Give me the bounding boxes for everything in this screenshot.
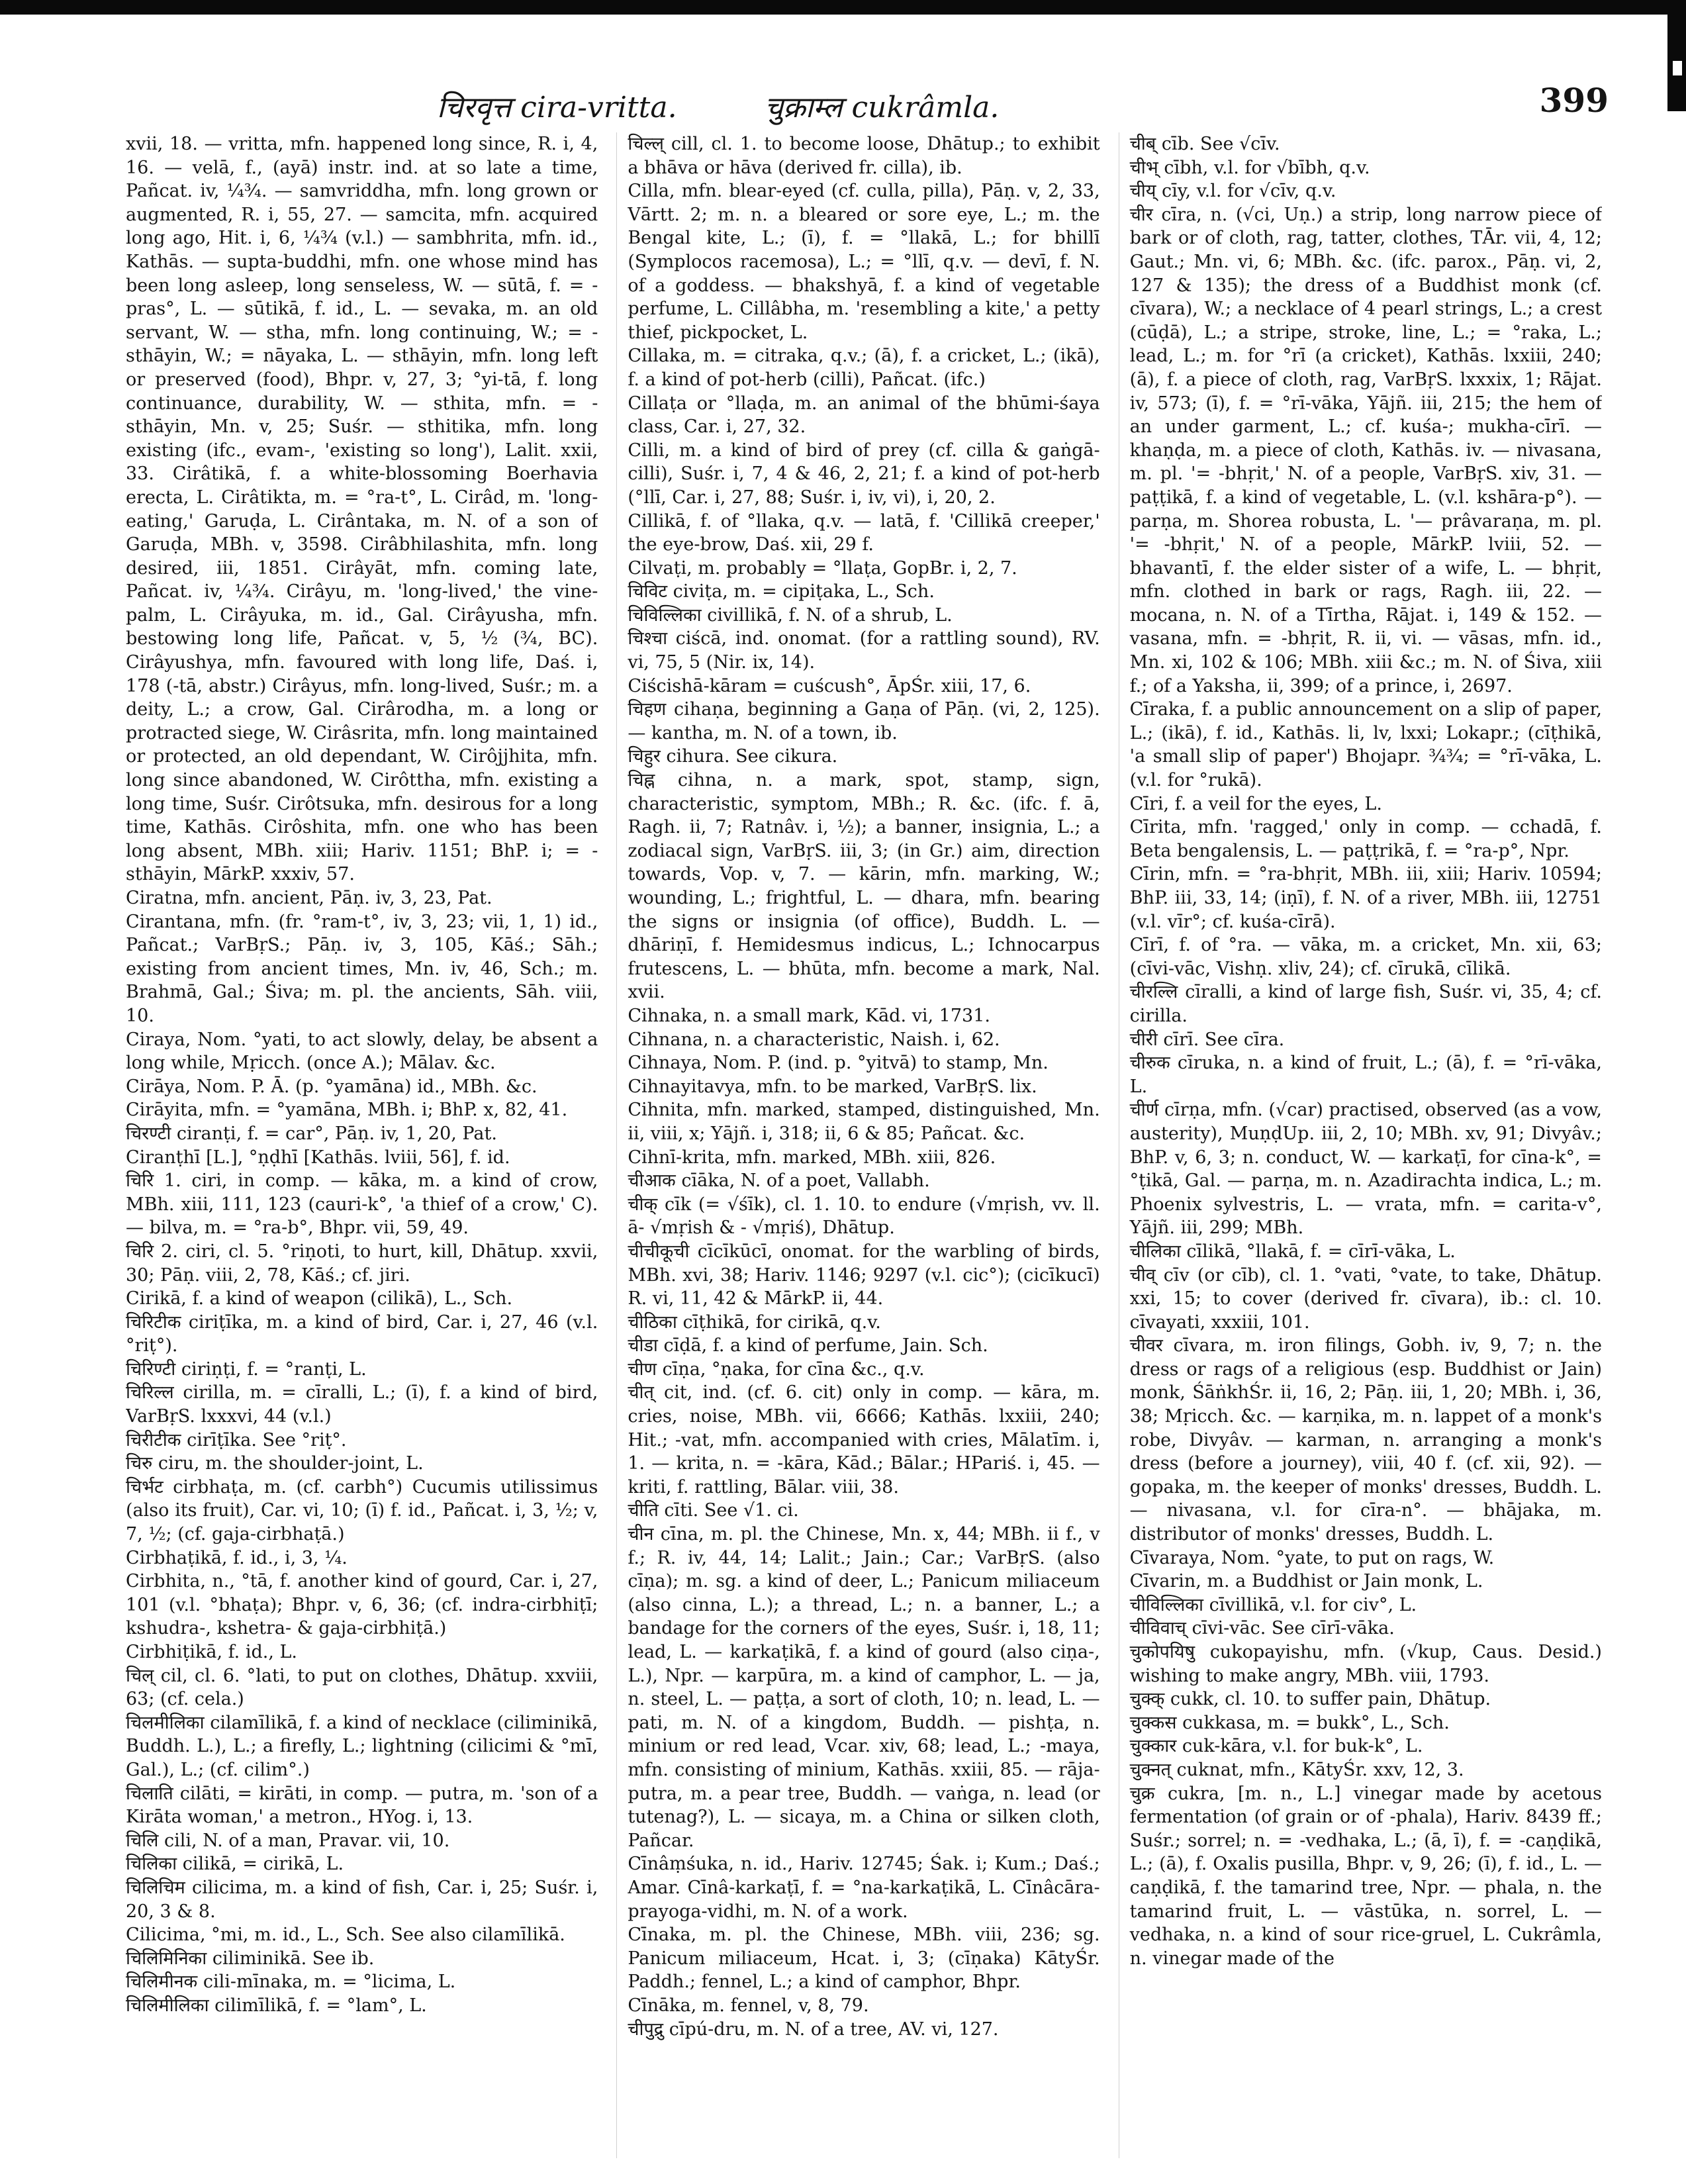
dictionary-entry: Cīrin, mfn. = °ra-bhṛit, MBh. iii, xiii; Hariv. 10594; BhP. iii, 33, 14; (iṇī), f. N. of a river, MBh. iii, 12751 (v.l. vīr°; cf. kuśa-cīrā). bbox=[1129, 864, 1602, 932]
page-number: 399 bbox=[1539, 81, 1609, 120]
left-headword: चिरवृत्त cira-vritta. bbox=[437, 91, 677, 124]
dictionary-entry: Cihnana, n. a characteristic, Naish. i, 62. bbox=[628, 1029, 1000, 1050]
dictionary-entry: Cihnaya, Nom. P. (ind. p. °yitvā) to stamp, Mn. bbox=[628, 1053, 1049, 1074]
dictionary-entry: Cillaka, m. = citraka, q.v.; (ā), f. a cricket, L.; (ikā), f. a kind of pot-herb (cilli), Pañcat. (ifc.) bbox=[628, 346, 1100, 390]
top-border-rule bbox=[0, 0, 1686, 15]
dictionary-entry: चीति cīti. See √1. ci. bbox=[628, 1500, 799, 1521]
dictionary-entry: चीरुक cīruka, n. a kind of fruit, L.; (ā), f. = °rī-vāka, L. bbox=[1129, 1053, 1602, 1097]
dictionary-entry: चीरी cīrī. See cīra. bbox=[1129, 1029, 1285, 1050]
dictionary-entry: चीव् cīv (or cīb), cl. 1. °vati, °vate, to take, Dhātup. xxi, 15; to cover (derived fr. cīvara), ib.: cl. 10. cīvayati, xxxiii, 101. bbox=[1129, 1264, 1602, 1333]
dictionary-entry: Cirbhiṭikā, f. id., L. bbox=[126, 1642, 297, 1662]
center-headword: चुक्राम्ल cukrâmla. bbox=[765, 91, 1000, 124]
dictionary-entry: Ciraya, Nom. °yati, to act slowly, delay, be absent a long while, Mṛicch. (once A.); Mālav. &c. bbox=[126, 1029, 598, 1074]
dictionary-entry: चीण cīṇa, °ṇaka, for cīna &c., q.v. bbox=[628, 1358, 925, 1380]
dictionary-entry: चीय् cīy, v.l. for √cīv, q.v. bbox=[1129, 181, 1336, 202]
dictionary-entry: चिलिमीनक cili-mīnaka, m. = °licima, L. bbox=[126, 1971, 456, 1993]
dictionary-entry: चुक्क् cukk, cl. 10. to suffer pain, Dhātup. bbox=[1129, 1689, 1491, 1710]
dictionary-entry: चिरिण्टी ciriṇṭi, f. = °ranṭi, L. bbox=[126, 1358, 367, 1380]
dictionary-entry: Cīri, f. a veil for the eyes, L. bbox=[1129, 793, 1382, 814]
dictionary-entry: चिरण्टी ciranṭi, f. = car°, Pāṇ. iv, 1, 20, Pat. bbox=[126, 1123, 497, 1144]
dictionary-entry: Cihnī-krita, mfn. marked, MBh. xiii, 826. bbox=[628, 1147, 996, 1168]
dictionary-entry: चीक् cīk (= √śīk), cl. 1. 10. to endure (√mṛish, vv. ll. ā- √mṛish & - √mṛiś), Dhātup. bbox=[628, 1194, 1100, 1239]
dictionary-entry: चीरल्लि cīralli, a kind of large fish, Suśr. vi, 35, 4; cf. cirilla. bbox=[1129, 982, 1602, 1026]
dictionary-entry: चिलाति cilāti, = kirāti, in comp. — putra, m. 'son of a Kirāta woman,' a metron., HYog. i, 13. bbox=[126, 1783, 598, 1828]
dictionary-columns bbox=[126, 132, 1602, 2158]
dictionary-entry: चिलिचिम cilicima, m. a kind of fish, Car. i, 25; Suśr. i, 20, 3 & 8. bbox=[126, 1877, 598, 1922]
dictionary-entry: चिरु ciru, m. the shoulder-joint, L. bbox=[126, 1453, 424, 1474]
dictionary-entry: Cilla, mfn. blear-eyed (cf. culla, pilla), Pāṇ. v, 2, 33, Vārtt. 2; m. n. a bleared or sore eye, L.; m. the Bengal kite, L.; (ī), f. = °llakā, L.; for bhillī (Symplocos racemosa), L.; = °llī, q.v. — devī, f. N. of a goddess. — bhakshyā, f. a kind of vegetable perfume, L. Cillâbha, m. 'resembling a kite,' a petty thief, pickpocket, L. bbox=[628, 181, 1100, 343]
dictionary-entry: चीत् cit, ind. (cf. 6. cit) only in comp. — kāra, m. cries, noise, MBh. vii, 6666; Kathās. lxxiii, 240; Hit.; -vat, mfn. accompanied with cries, Mālatīm. i, 1. — krita, n. = -kāra, Kād.; Bālar.; HPariś. i, 45. — kriti, f. rattling, Bālar. viii, 38. bbox=[628, 1382, 1100, 1497]
dictionary-entry: चिविल्लिका civillikā, f. N. of a shrub, L. bbox=[628, 604, 953, 626]
dictionary-entry: चुकोपयिषु cukopayishu, mfn. (√kup, Caus. Desid.) wishing to make angry, MBh. viii, 1793. bbox=[1129, 1642, 1602, 1686]
dictionary-entry: चिहण cihaṇa, beginning a Gaṇa of Pāṇ. (vi, 2, 125). — kantha, m. N. of a town, ib. bbox=[628, 699, 1100, 743]
dictionary-entry: चीपुद्रु cīpú-dru, m. N. of a tree, AV. vi, 127. bbox=[628, 2018, 999, 2040]
dictionary-entry: Cirantana, mfn. (fr. °ram-t°, iv, 3, 23; vii, 1, 1) id., Pañcat.; VarBṛS.; Pāṇ. iv, 3, 105, Kāś.; Sāh.; existing from ancient times, Mn. iv, 46, Sch.; m. Brahmā, Gal.; Śiva; m. pl. the ancients, Sāh. viii, 10. bbox=[126, 911, 598, 1026]
dictionary-entry: चिरि 1. ciri, in comp. — kāka, m. a kind of crow, MBh. xiii, 111, 123 (cauri-k°, 'a thief of a crow,' C). — bilva, m. = °ra-b°, Bhpr. vii, 59, 49. bbox=[126, 1170, 598, 1239]
dictionary-entry: Cillikā, f. of °llaka, q.v. — latā, f. 'Cillikā creeper,' the eye-brow, Daś. xii, 29 f. bbox=[628, 510, 1100, 555]
dictionary-entry: चीभ् cībh, v.l. for √bībh, q.v. bbox=[1129, 157, 1370, 178]
dictionary-entry: xvii, 18. — vritta, mfn. happened long since, R. i, 4, 16. — velā, f., (ayā) instr. ind. at so late a time, Pañcat. iv, ¼¾. — samvriddha, mfn. long grown or augmented, R. i, 55, 27. — samcita, mfn. acquired long ago, Hit. i, 6, ¼¾ (v.l.) — sambhrita, mfn. id., Kathās. — supta-buddhi, mfn. one whose mind has been long asleep, long senseless, W. — sūtā, f. = -pras°, L. — sūtikā, f. id., L. — sevaka, m. an old servant, W. — stha, mfn. long continuing, W.; = -sthāyin, W.; = nāyaka, L. — sthāyin, mfn. long left or preserved (food), Bhpr. v, 27, 3; °yi-tā, f. long continuance, durability, W. — sthita, mfn. = -sthāyin, Mn. v, 25; Suśr. — sthitika, mfn. long existing (ifc., evam-, 'existing so long'), Lalit. xxii, 33. Cirâtikā, f. a white-blossoming Boerhavia erecta, L. Cirâtikta, m. = °ra-t°, L. Cirâd, m. 'long-eating,' Garuḍa, L. Cirântaka, m. N. of a son of Garuḍa, MBh. v, 3598. Cirâbhilashita, mfn. long desired, iii, 1851. Cirâyāt, mfn. coming late, Pañcat. iv, ¼¾. Cirâyu, m. 'long-lived,' the vine-palm, L. Cirâyuka, m. id., Gal. Cirâyusha, mfn. bestowing long life, Pañcat. v, 5, ½ (¾, BC). Cirâyushya, mfn. favoured with long life, Daś. i, 178 (-tā, abstr.) Cirâyus, mfn. long-lived, Suśr.; m. a deity, L.; a crow, Gal. Cirârodha, m. a long or protracted siege, W. Cirâsrita, mfn. long maintained or protected, an old dependant, W. Cirôjjhita, mfn. long since abandoned, W. Cirôttha, mfn. existing a long time, Suśr. Cirôtsuka, mfn. desirous for a long time, Kathās. Cirôshita, mfn. one who has been long absent, MBh. xiii; Hariv. 1151; BhP. i; = -sthāyin, MārkP. xxxiv, 57. bbox=[126, 134, 598, 885]
column-left bbox=[126, 132, 598, 2158]
dictionary-entry: Cirikā, f. a kind of weapon (cilikā), L., Sch. bbox=[126, 1288, 513, 1309]
dictionary-entry: Cirāya, Nom. P. Ā. (p. °yamāna) id., MBh. &c. bbox=[126, 1076, 538, 1097]
column-middle bbox=[616, 132, 1100, 2158]
dictionary-entry: चिरिटीक ciriṭīka, m. a kind of bird, Car. i, 27, 46 (v.l. °riṭ°). bbox=[126, 1311, 598, 1356]
dictionary-entry: Cilicima, °mi, m. id., L., Sch. See also cilamīlikā. bbox=[126, 1924, 565, 1946]
dictionary-entry: Cilli, m. a kind of bird of prey (cf. cilla & gaṅgā-cilli), Suśr. i, 7, 4 & 46, 2, 21; f. a kind of pot-herb (°llī, Car. i, 27, 88; Suśr. i, iv, vi), i, 20, 2. bbox=[628, 440, 1100, 508]
dictionary-entry: Ciścishā-kāram = cuścush°, ĀpŚr. xiii, 17, 6. bbox=[628, 675, 1031, 696]
dictionary-entry: चिरिल्ल cirilla, m. = cīralli, L.; (ī), f. a kind of bird, VarBṛS. lxxxvi, 44 (v.l.) bbox=[126, 1382, 598, 1427]
dictionary-entry: चीर cīra, n. (√ci, Uṇ.) a strip, long narrow piece of bark or of cloth, rag, tatter, clothes, TĀr. vii, 4, 12; Gaut.; Mn. vi, 6; MBh. &c. (ifc. parox., Pāṇ. vi, 2, 127 & 135); the dress of a Buddhist monk (cf. cīvara), W.; a necklace of 4 pearl strings, L.; a crest (cūḍā), L.; a stripe, stroke, line, L.; = °raka, L.; lead, L.; m. for °rī (a cricket), Kathās. lxxiii, 240; (ā), f. a piece of cloth, rag, VarBṛS. lxxxix, 1; Rājat. iv, 573; (ī), f. = °rī-vāka, Yājñ. iii, 215; the hem of an under garment, L.; cf. kuśa-; mukha-cīrī. — khaṇḍa, m. a piece of cloth, Kathās. iv. — nivasana, m. pl. '= -bhṛit,' N. of a people, VarBṛS. xiv, 31. — paṭṭikā, f. a kind of vegetable, L. (v.l. kshāra-p°). — parṇa, m. Shorea robusta, L. '— prâvaraṇa, m. pl. '= -bhṛit,' N. of a people, MārkP. lviii, 52. — bhavantī, f. the elder sister of a wife, L. — bhṛit, mfn. clothed in bark or rags, Ragh. iii, 22. — mocana, n. N. of a Tīrtha, Rājat. i, 149 & 152. — vasana, mfn. = -bhṛit, R. ii, vi. — vāsas, mfn. id., Mn. xi, 102 & 106; MBh. xiii &c.; m. N. of Śiva, xiii f.; of a Yaksha, ii, 399; of a prince, i, 2697. bbox=[1129, 204, 1602, 696]
dictionary-entry: Cīnāka, m. fennel, v, 8, 79. bbox=[628, 1995, 869, 2016]
dictionary-entry: Cihnita, mfn. marked, stamped, distinguished, Mn. ii, viii, x; Yājñ. i, 318; ii, 6 & 85; Pañcat. &c. bbox=[628, 1100, 1100, 1144]
dictionary-entry: चीडा cīḍā, f. a kind of perfume, Jain. Sch. bbox=[628, 1335, 988, 1356]
dictionary-entry: चीविवाच् cīvi-vāc. See cīrī-vāka. bbox=[1129, 1618, 1395, 1639]
dictionary-entry: चिल्ल् cill, cl. 1. to become loose, Dhātup.; to exhibit a bhāva or hāva (derived fr. cilla), ib. bbox=[628, 134, 1100, 178]
dictionary-entry: चिलमीलिका cilamīlikā, f. a kind of necklace (ciliminikā, Buddh. L.), L.; a firefly, L.; lightning (cilicimi & °mī, Gal.), L.; (cf. cilim°.) bbox=[126, 1712, 598, 1780]
dictionary-entry: Cihnayitavya, mfn. to be marked, VarBṛS. lix. bbox=[628, 1076, 1037, 1097]
dictionary-entry: Cīnâṃśuka, n. id., Hariv. 12745; Śak. i; Kum.; Daś.; Amar. Cīnâ-karkaṭī, f. = °na-karkaṭikā, L. Cīnâcāra-prayoga-vidhi, m. N. of a work. bbox=[628, 1854, 1100, 1922]
dictionary-entry: Cīraka, f. a public announcement on a slip of paper, L.; (ikā), f. id., Kathās. li, lv, lxxi; Lokapr.; (cīṭhikā, 'a small slip of paper') Bhojapr. ¾¾; = °rī-vāka, L. (v.l. for °rukā). bbox=[1129, 699, 1602, 791]
dictionary-entry: चीब् cīb. See √cīv. bbox=[1129, 134, 1280, 154]
dictionary-entry: चिल् cil, cl. 6. °lati, to put on clothes, Dhātup. xxviii, 63; (cf. cela.) bbox=[126, 1665, 598, 1710]
dictionary-entry: चिलिका cilikā, = cirikā, L. bbox=[126, 1854, 344, 1875]
dictionary-entry: Ciratna, mfn. ancient, Pāṇ. iv, 3, 23, Pat. bbox=[126, 888, 492, 908]
dictionary-entry: चिह्न cihna, n. a mark, spot, stamp, sign, characteristic, symptom, MBh.; R. &c. (ifc. f. ā, Ragh. ii, 7; Ratnâv. i, ½); a banner, insignia, L.; a zodiacal sign, VarBṛS. iii, 3; (in Gr.) aim, direction towards, Vop. v, 7. — kārin, mfn. marking, W.; wounding, L.; frightful, L. — dhara, mfn. bearing the signs or insignia (of office), Buddh. L. — dhāriṇī, f. Hemidesmus indicus, L.; Ichnocarpus frutescens, L. — bhūta, mfn. become a mark, Nal. xvii. bbox=[628, 770, 1100, 1003]
dictionary-entry: चुक्कस cukkasa, m. = bukk°, L., Sch. bbox=[1129, 1712, 1450, 1733]
dictionary-entry: चिलिमिनिका ciliminikā. See ib. bbox=[126, 1948, 375, 1969]
dictionary-entry: Cirbhaṭikā, f. id., i, 3, ¼. bbox=[126, 1547, 348, 1568]
dictionary-entry: चिश्चा ciścā, ind. onomat. (for a rattling sound), RV. vi, 75, 5 (Nir. ix, 14). bbox=[628, 628, 1100, 673]
dictionary-entry: Cihnaka, n. a small mark, Kād. vi, 1731. bbox=[628, 1005, 990, 1026]
dictionary-entry: Cīvaraya, Nom. °yate, to put on rags, W. bbox=[1129, 1547, 1495, 1568]
dictionary-entry: चुक्र cukra, [m. n., L.] vinegar made by acetous fermentation (of grain or of -phala), Hariv. 8439 ff.; Suśr.; sorrel; n. = -vedhaka, L.; (ā, ī), f. = -caṇḍikā, L.; (ā), f. Oxalis pusilla, Bhpr. v, 9, 26; (ī), f. id., L. — caṇḍikā, f. the tamarind tree, Npr. — phala, n. the tamarind fruit, L. — vāstūka, n. sorrel, L. — vedhaka, n. a kind of sour rice-gruel, L. Cukrâmla, n. vinegar made of the bbox=[1129, 1783, 1602, 1969]
dictionary-entry: Cīrita, mfn. 'ragged,' only in comp. — cchadā, f. Beta bengalensis, L. — paṭṭrikā, f. = °ra-p°, Npr. bbox=[1129, 817, 1602, 861]
running-head bbox=[113, 74, 1609, 127]
dictionary-entry: चुक्कार cuk-kāra, v.l. for buk-k°, L. bbox=[1129, 1736, 1423, 1757]
dictionary-entry: चिर्भट cirbhaṭa, m. (cf. carbh°) Cucumis utilissimus (also its fruit), Car. vi, 10; (ī) f. id., Pañcat. i, 3, ½; v, 7, ½; (cf. gaja-cirbhaṭā.) bbox=[126, 1476, 598, 1545]
dictionary-entry: चीर्ण cīrṇa, mfn. (√car) practised, observed (as a vow, austerity), MuṇḍUp. iii, 2, 10; MBh. xv, 91; Divyâv.; BhP. v, 6, 3; n. conduct, W. — karkaṭī, for cīna-k°, = °ṭikā, Gal. — parṇa, m. n. Azadirachta indica, L.; m. Phoenix sylvestris, L. — vrata, mfn. = carita-v°, Yājñ. iii, 299; MBh. bbox=[1129, 1100, 1602, 1239]
dictionary-entry: चीविल्लिका cīvillikā, v.l. for civ°, L. bbox=[1129, 1594, 1417, 1615]
dictionary-entry: चिहुर cihura. See cikura. bbox=[628, 746, 838, 767]
dictionary-entry: चीचीकूची cīcīkūcī, onomat. for the warbling of birds, MBh. xvi, 38; Hariv. 1146; 9297 (v.l. cic°); (cicīkucī) R. vi, 11, 42 & MārkP. ii, 44. bbox=[628, 1241, 1100, 1309]
dictionary-entry: चीठिका cīṭhikā, for cirikā, q.v. bbox=[628, 1311, 881, 1333]
dictionary-entry: चीलिका cīlikā, °llakā, f. = cīrī-vāka, L. bbox=[1129, 1241, 1456, 1262]
dictionary-entry: Cirbhita, n., °tā, f. another kind of gourd, Car. i, 27, 101 (v.l. °bhaṭa); Bhpr. v, 6, 36; (cf. indra-cirbhiṭī; kshudra-, kshetra- & gaja-cirbhiṭā.) bbox=[126, 1571, 598, 1639]
dictionary-entry: Cīvarin, m. a Buddhist or Jain monk, L. bbox=[1129, 1571, 1483, 1592]
dictionary-entry: चुक्नत् cuknat, mfn., KātyŚr. xxv, 12, 3. bbox=[1129, 1759, 1464, 1780]
dictionary-entry: Cīrī, f. of °ra. — vāka, m. a cricket, Mn. xii, 63; (cīvi-vāc, Vishṇ. xliv, 24); cf. cīrukā, cīlikā. bbox=[1129, 935, 1602, 979]
dictionary-entry: चिरि 2. ciri, cl. 5. °riṇoti, to hurt, kill, Dhātup. xxvii, 30; Pāṇ. viii, 2, 78, Kāś.; cf. jiri. bbox=[126, 1241, 598, 1286]
dictionary-entry: चिरीटीक cirīṭīka. See °riṭ°. bbox=[126, 1429, 347, 1450]
column-right bbox=[1119, 132, 1602, 2158]
dictionary-entry: Ciranṭhī [L.], °ṇḍhī [Kathās. lviii, 56], f. id. bbox=[126, 1147, 510, 1168]
dictionary-entry: Cirāyita, mfn. = °yamāna, MBh. i; BhP. x, 82, 41. bbox=[126, 1100, 568, 1121]
dictionary-entry: Cīnaka, m. pl. the Chinese, MBh. viii, 236; sg. Panicum miliaceum, Hcat. i, 3; (cīṇaka) KātyŚr. Paddh.; fennel, L.; a kind of camphor, Bhpr. bbox=[628, 1924, 1100, 1993]
dictionary-entry: चिविट civiṭa, m. = cipiṭaka, L., Sch. bbox=[628, 581, 935, 602]
dictionary-entry: चीआक cīāka, N. of a poet, Vallabh. bbox=[628, 1170, 930, 1192]
dictionary-entry: चिलि cili, N. of a man, Pravar. vii, 10. bbox=[126, 1830, 450, 1851]
page-edge-tab bbox=[1667, 12, 1686, 111]
dictionary-entry: Cilvaṭi, m. probably = °llaṭa, GopBr. i, 2, 7. bbox=[628, 557, 1017, 579]
dictionary-entry: चिलिमीलिका cilimīlikā, f. = °lam°, L. bbox=[126, 1995, 427, 2016]
dictionary-entry: Cillaṭa or °llaḍa, m. an animal of the bhūmi-śaya class, Car. i, 27, 32. bbox=[628, 393, 1100, 438]
dictionary-entry: चीन cīna, m. pl. the Chinese, Mn. x, 44; MBh. ii f., v f.; R. iv, 44, 14; Lalit.; Jain.; Car.; VarBṛS. (also cīṇa); m. sg. a kind of deer, L.; Panicum miliaceum (also cinna, L.); a thread, L.; n. a banner, L.; a bandage for the corners of the eyes, Suśr. i, 18, 11; lead, L. — karkaṭikā, f. a kind of gourd (also ciṇa-, L.), Npr. — karpūra, m. a kind of camphor, L. — ja, n. steel, L. — paṭṭa, a sort of cloth, 10; n. lead, L. — pati, m. N. of a kingdom, Buddh. — pishṭa, n. minium or red lead, Vcar. xiv, 68; lead, L.; -maya, mfn. consisting of minium, Kathās. xxiii, 85. — rāja-putra, m. a pear tree, Buddh. — vaṅga, n. lead (or tutenag?), L. — sicaya, m. a China or silken cloth, Pañcar. bbox=[628, 1524, 1100, 1851]
dictionary-entry: चीवर cīvara, m. iron filings, Gobh. iv, 9, 7; n. the dress or rags of a religious (esp. Buddhist or Jain) monk, ŚāṅkhŚr. ii, 16, 2; Pāṇ. iii, 1, 20; MBh. i, 36, 38; Mṛicch. &c. — karṇika, m. n. lappet of a monk's robe, Divyâv. — karman, n. arranging a monk's dress (before a journey), viii, 40 f. (cf. xii, 92). — gopaka, m. the keeper of monks' dresses, Buddh. L. — nivasana, v.l. for cīra-n°. — bhājaka, m. distributor of monks' dresses, Buddh. L. bbox=[1129, 1335, 1602, 1545]
